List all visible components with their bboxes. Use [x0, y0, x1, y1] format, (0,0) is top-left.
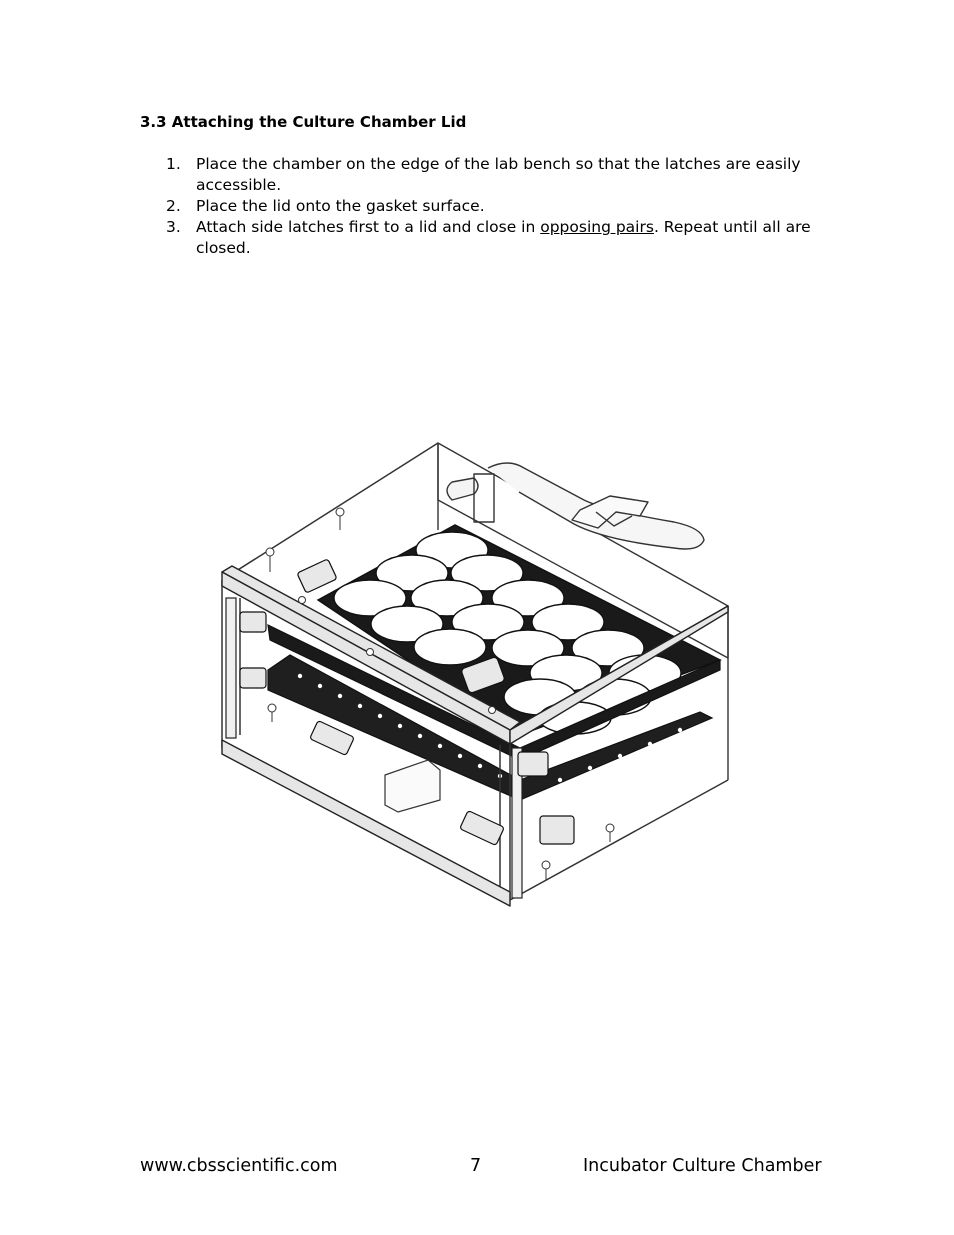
step-number: 2. — [166, 197, 181, 215]
instruction-step — [166, 154, 816, 196]
page-number: 7 — [470, 1156, 482, 1176]
instruction-step — [166, 196, 816, 217]
emphasis-underline: opposing pairs — [540, 218, 654, 236]
incubator-chamber-illustration — [215, 438, 740, 913]
section-heading: 3.3 Attaching the Culture Chamber Lid — [140, 113, 467, 131]
footer-website: www.cbsscientific.com — [140, 1156, 338, 1176]
step-text: Place the chamber on the edge of the lab bench so that the latches are easily accessible. — [196, 155, 801, 194]
step-number: 3. — [166, 218, 181, 236]
step-text: Place the lid onto the gasket surface. — [196, 197, 485, 215]
step-number: 1. — [166, 155, 181, 173]
instruction-step — [166, 217, 816, 259]
footer-product: Incubator Culture Chamber — [583, 1156, 822, 1176]
instruction-list — [166, 154, 816, 259]
step-text: Attach side latches first to a lid and close in opposing pairs. Repeat until all are closed. — [196, 218, 811, 257]
